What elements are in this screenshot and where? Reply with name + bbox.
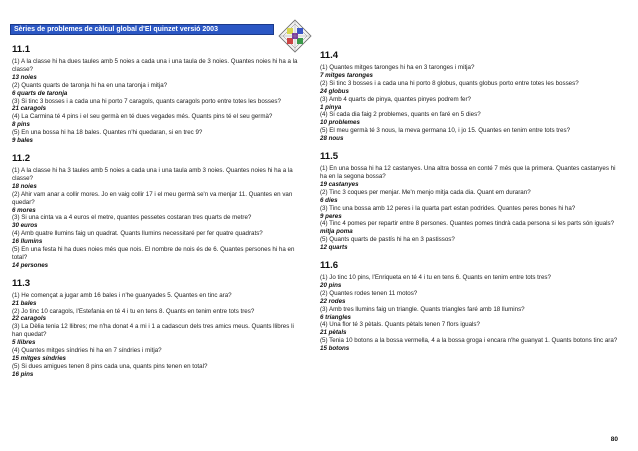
problem-question: (5) Si dues amigues tenen 8 pins cada una, quants pins tenen en total? xyxy=(12,362,208,370)
problem-question: (5) En una bossa hi ha 18 bales. Quantes n'hi quedaran, si en trec 9? xyxy=(12,129,203,137)
problem-question: (1) A la classe hi ha dues taules amb 5 noies a cada una i una taula de 3 noies. Quantes noies hi ha a la classe? xyxy=(12,58,298,73)
problem-question: (2) Jo tinc 10 caragols, l'Estefania en té 4 i tu en tens 8. Quants en tenim entre tots tres? xyxy=(12,307,255,315)
problem-answer: 24 globus xyxy=(320,87,349,95)
problem-answer: 6 mores xyxy=(12,206,36,214)
section-title: 11.4 xyxy=(320,50,339,61)
problem-answer: 6 triangles xyxy=(320,313,351,321)
problem-answer: 21 bales xyxy=(12,299,37,307)
problem-question: (2) Quantes rodes tenen 11 motos? xyxy=(320,289,418,297)
problem-answer: 14 persones xyxy=(12,261,49,269)
problem-question: (4) Amb quatre llumins faig un quadrat. Quants llumins necessitaré per fer quatre quadrats? xyxy=(12,230,263,238)
problem-answer: 15 botons xyxy=(320,345,350,353)
problem-question: (2) Quants quarts de taronja hi ha en una taronja i mitja? xyxy=(12,81,168,89)
problem-question: (2) Tinc 3 coques per menjar. Me'n menjo mitja cada dia. Quant em duraran? xyxy=(320,188,531,196)
problem-question: (5) Tenia 10 botons a la bossa vermella, 4 a la bossa groga i encara n'he guanyat 1. Quants botons tinc ara? xyxy=(320,337,618,345)
problem-answer: 6 quarts de taronja xyxy=(12,89,68,97)
problem-question: (5) En una festa hi ha dues noies més que nois. El nombre de nois és de 6. Quantes persones hi ha en total? xyxy=(12,246,295,261)
problem-question: (4) Una flor té 3 pètals. Quants pètals tenen 7 flors iguals? xyxy=(320,321,480,329)
problem-answer: 10 problemes xyxy=(320,119,360,127)
problem-question: (4) Quantes mitges síndries hi ha en 7 síndries i mitja? xyxy=(12,347,162,355)
problem-question: (5) El meu germà té 3 nous, la meva germana 10, i jo 15. Quantes en tenim entre tots tres? xyxy=(320,127,571,135)
section-title: 11.2 xyxy=(12,152,31,164)
problem-answer: 6 dies xyxy=(320,196,338,204)
problem-answer: 16 pins xyxy=(12,370,34,378)
problem-question: (1) Jo tinc 10 pins, l'Enriqueta en té 4 i tu en tens 6. Quants en tenim entre tots tres? xyxy=(320,274,551,282)
right-column xyxy=(320,40,618,353)
problem-answer: 19 castanyes xyxy=(320,180,359,188)
problem-answer: 20 pins xyxy=(320,281,342,289)
problem-question: (3) La Dèlia tenia 12 llibres; me n'ha donat 4 a mi i 1 a cadascun dels tres amics meus. Quants llibres li han quedat? xyxy=(12,323,294,339)
problem-question: (3) Si una cinta va a 4 euros el metre, quantes pessetes costaran tres quarts de metre? xyxy=(12,214,252,222)
problem-answer: 7 mitges taronges xyxy=(320,71,373,79)
problem-question: (2) Si tinc 3 bosses i a cada una hi porto 8 globus, quants globus porto entre totes les bosses? xyxy=(320,79,579,87)
problem-answer: 5 llibres xyxy=(12,339,36,347)
problem-question: (1) Quantes mitges taronges hi ha en 3 taronges i mitja? xyxy=(320,64,475,71)
problem-question: (4) Si cada dia faig 2 problemes, quants en faré en 5 dies? xyxy=(320,111,481,119)
problem-question: (3) Tinc una bossa amb 12 peres i la quarta part estan podrides. Quantes peres bones hi ha? xyxy=(320,204,576,212)
problem-answer: 9 bales xyxy=(12,137,33,145)
problem-question: (4) La Carmina té 4 pins i el seu germà en té dues vegades més. Quants pins té el seu germà? xyxy=(12,113,273,121)
problem-question: (3) Amb tres llumins faig un triangle. Quants triangles faré amb 18 llumins? xyxy=(320,305,525,313)
problem-answer: 30 euros xyxy=(12,222,38,230)
problem-question: (5) Quants quarts de pastís hi ha en 3 pastissos? xyxy=(320,236,455,244)
problem-answer: 12 quarts xyxy=(320,244,348,252)
section-title: 11.5 xyxy=(320,151,339,163)
problem-answer: mitja poma xyxy=(320,228,353,236)
problem-question: (4) Tinc 4 pomes per repartir entre 8 persones. Quantes pomes tindrà cada persona si les parts són iguals? xyxy=(320,220,615,228)
problem-question: (1) He començat a jugar amb 16 bales i n'he guanyades 5. Quantes en tinc ara? xyxy=(12,291,232,299)
problem-answer: 13 noies xyxy=(12,73,37,81)
problem-answer: 1 pinya xyxy=(320,103,342,111)
left-column xyxy=(12,40,304,379)
problem-answer: 8 pins xyxy=(12,121,30,129)
problem-answer: 18 noies xyxy=(12,182,37,190)
problem-question: (3) Amb 4 quarts de pinya, quantes pinyes podrem fer? xyxy=(320,95,471,103)
problem-answer: 16 llumins xyxy=(12,238,43,246)
problem-answer: 22 rodes xyxy=(320,297,346,305)
problem-answer: 22 caragols xyxy=(12,315,47,323)
page-number: 80 xyxy=(610,436,618,443)
problem-question: (3) Si tinc 3 bosses i a cada una hi porto 7 caragols, quants caragols porto entre totes les bosses? xyxy=(12,97,281,105)
header-title: Sèries de problemes de càlcul global d'El quinzet versió 2003 xyxy=(14,25,218,33)
section-title: 11.3 xyxy=(12,277,31,289)
problem-question: (1) A la classe hi ha 3 taules amb 5 noies a cada una i una taula amb 3 noies. Quantes noies hi ha a la classe? xyxy=(12,166,293,182)
problem-question: (1) En una bossa hi ha 12 castanyes. Una altra bossa en conté 7 més que la primera. Quantes castanyes hi ha en la segona bossa? xyxy=(320,165,616,180)
problem-answer: 21 pètals xyxy=(320,329,347,337)
problem-answer: 28 nous xyxy=(320,135,344,143)
problem-answer: 15 mitges síndries xyxy=(12,355,66,362)
section-title: 11.6 xyxy=(320,260,339,272)
problem-answer: 9 peres xyxy=(320,212,342,220)
problem-question: (2) Ahir vam anar a collir mores. Jo en vaig collir 17 i el meu germà se'n va menjar 11. Quantes en van quedar? xyxy=(12,190,293,206)
problem-answer: 21 caragols xyxy=(12,105,47,113)
section-title: 11.1 xyxy=(12,44,31,55)
